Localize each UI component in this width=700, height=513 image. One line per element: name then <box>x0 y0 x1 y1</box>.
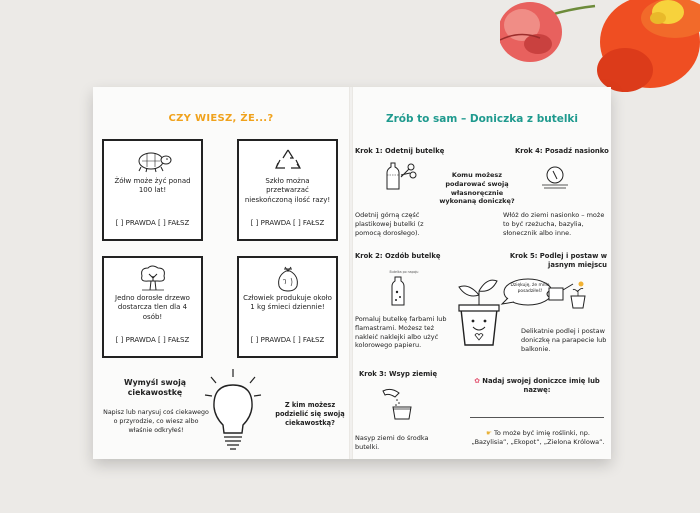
bottle-scissors-icon <box>383 161 417 191</box>
pointing-hand-icon: ☛ <box>486 429 492 437</box>
star-icon: ✿ <box>474 377 480 385</box>
booklet <box>93 87 611 459</box>
lightbulb-icon <box>203 367 263 455</box>
step-2-heading: Krok 2: Ozdób butelkę <box>355 252 441 260</box>
name-write-line[interactable] <box>470 417 604 418</box>
name-prompt-text: Nadaj swojej doniczce imię lub nazwę: <box>482 377 600 395</box>
soil-pouring-icon <box>381 387 417 421</box>
share-question: Z kim możesz podzielić się swoją ciekawostką? <box>275 401 345 427</box>
step-3-text: Nasyp ziemi do środka butelki. <box>355 434 429 451</box>
trash-bag-icon <box>273 264 303 292</box>
fact-text: Szkło można przetwarzać nieskończoną ilość razy! <box>244 177 331 204</box>
fact-box-turtle <box>102 139 203 241</box>
flowers-decoration <box>500 0 700 95</box>
curiosity-title: Wymyśl swoją ciekawostkę <box>123 378 187 397</box>
seed-planting-icon <box>538 165 572 191</box>
true-false-answer[interactable]: [ ] PRAWDA [ ] FAŁSZ <box>250 219 325 227</box>
true-false-answer[interactable]: [ ] PRAWDA [ ] FAŁSZ <box>250 336 325 344</box>
step-5-text: Delikatnie podlej i postaw doniczkę na parapecie lub balkonie. <box>521 327 607 353</box>
tree-icon <box>136 264 170 292</box>
step-1-text: Odetnij górną część plastikowej butelki (z pomocą dorosłego). <box>355 211 424 237</box>
speech-bubble-text: Dziękuję, że mnie posadziłeś! <box>510 283 550 294</box>
step-2-text: Pomaluj butelkę farbami lub flamastrami. Możesz też nakleić naklejki albo użyć kolorowego papieru. <box>355 315 447 350</box>
decorated-bottle-icon <box>389 276 407 306</box>
name-hint-text: To może być imię roślinki, np. „Bazylisia”, „Ekopot”, „Zielona Królowa”. <box>471 429 605 446</box>
step-4-text: Włóż do ziemi nasionko – może to być rzeżucha, bazylia, słonecznik albo inne. <box>503 211 605 237</box>
fact-text: Żółw może żyć ponad 100 lat! <box>114 177 191 195</box>
right-page-title: Zrób to sam – Doniczka z butelki <box>385 113 579 125</box>
left-page-title: CZY WIESZ, ŻE...? <box>168 113 274 124</box>
right-page <box>353 87 611 459</box>
step-5-heading: Krok 5: Podlej i postaw w jasnym miejscu <box>509 252 607 270</box>
fact-text: Jedno dorosłe drzewo dostarcza tlen dla 4 osób! <box>115 294 190 321</box>
curiosity-text: Napisz lub narysuj coś ciekawego o przyrodzie, co wiesz albo właśnie odkryłeś! <box>103 409 209 434</box>
watering-can-icon <box>545 280 589 312</box>
name-prompt <box>469 377 605 395</box>
fact-text: Człowiek produkuje około 1 kg śmieci dziennie! <box>243 294 332 312</box>
bottle-label: Butelka po napoju <box>389 270 419 274</box>
step-4-heading: Krok 4: Posadź nasionko <box>515 147 609 155</box>
fact-box-glass <box>237 139 338 241</box>
turtle-icon <box>133 147 173 173</box>
step-1-heading: Krok 1: Odetnij butelkę <box>355 147 445 155</box>
true-false-answer[interactable]: [ ] PRAWDA [ ] FAŁSZ <box>115 336 190 344</box>
true-false-answer[interactable]: [ ] PRAWDA [ ] FAŁSZ <box>115 219 190 227</box>
recycle-icon <box>273 147 303 173</box>
fact-box-trash <box>237 256 338 358</box>
gift-question: Komu możesz podarować swoją własnoręcznie wykonaną doniczkę? <box>439 171 515 206</box>
step-3-heading: Krok 3: Wsyp ziemię <box>359 370 438 378</box>
fact-box-tree <box>102 256 203 358</box>
name-hint <box>469 429 607 447</box>
left-page <box>93 87 349 459</box>
